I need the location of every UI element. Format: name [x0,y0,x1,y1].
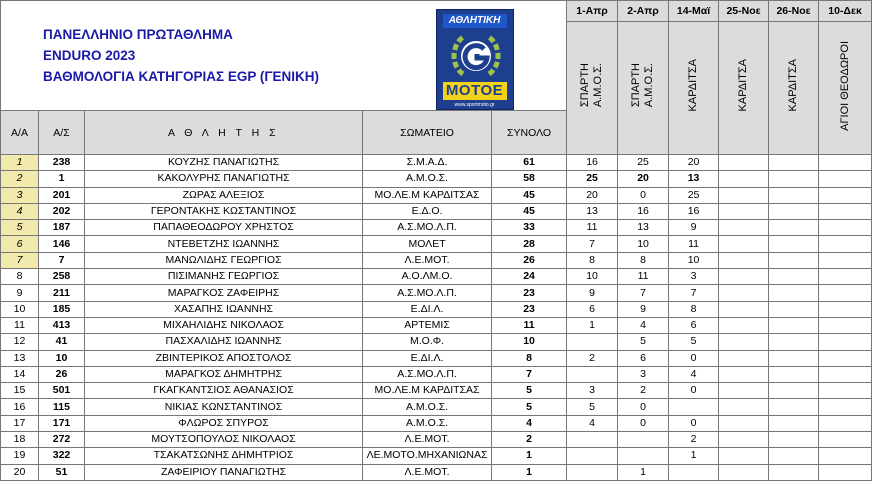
race-name: ΣΠΑΡΤΗ Α.Μ.Ο.Σ. [630,63,656,108]
date-header: 10-Δεκ [819,1,872,22]
race-points-cell [819,366,872,382]
race-points-cell: 0 [669,415,719,431]
race-points-cell [769,155,819,171]
athlete-cell: ΖΩΡΑΣ ΑΛΕΞΙΟΣ [85,187,363,203]
logo-top-text: ΑΘΛΗΤΙΚΗ [443,14,507,28]
race-points-cell [769,301,819,317]
table-row [1,236,872,252]
athlete-column-header: Α Θ Λ Η Τ Η Σ [85,111,363,155]
club-cell: Α.Σ.ΜΟ.Λ.Π. [363,220,492,236]
club-cell: Σ.Μ.Α.Δ. [363,155,492,171]
race-points-cell: 11 [669,236,719,252]
race-points-cell [819,285,872,301]
table-row [1,171,872,187]
race-points-cell: 0 [618,415,669,431]
rank-cell: 17 [1,415,39,431]
race-points-cell [819,334,872,350]
race-points-cell: 9 [567,285,618,301]
race-points-cell: 4 [567,415,618,431]
athlete-cell: ΠΑΣΧΑΛΙΔΗΣ ΙΩΑΝΝΗΣ [85,334,363,350]
race-points-cell: 20 [618,171,669,187]
race-points-cell [769,415,819,431]
race-points-cell [719,187,769,203]
athlete-cell: ΜΑΝΩΛΙΔΗΣ ΓΕΩΡΓΙΟΣ [85,252,363,268]
race-points-cell: 25 [567,171,618,187]
race-points-cell [819,252,872,268]
total-cell: 61 [492,155,567,171]
number-cell: 258 [39,269,85,285]
athlete-cell: ΚΑΚΟΛΥΡΗΣ ΠΑΝΑΓΙΩΤΗΣ [85,171,363,187]
race-header [769,22,819,155]
race-points-cell [769,448,819,464]
date-header: 25-Νοε [719,1,769,22]
race-points-cell: 3 [618,366,669,382]
rank-cell: 5 [1,220,39,236]
race-points-cell: 13 [567,203,618,219]
race-points-cell: 13 [669,171,719,187]
rank-cell: 4 [1,203,39,219]
race-points-cell [669,399,719,415]
race-points-cell [719,155,769,171]
athlete-cell: ΜΑΡΑΓΚΟΣ ΖΑΦΕΙΡΗΣ [85,285,363,301]
race-points-cell: 16 [618,203,669,219]
race-points-cell [719,171,769,187]
race-points-cell: 2 [618,383,669,399]
rank-cell: 19 [1,448,39,464]
race-name: ΚΑΡΔΙΤΣΑ [687,59,700,112]
rank-cell: 2 [1,171,39,187]
race-points-cell [567,334,618,350]
table-row [1,334,872,350]
logo-url-text: www.sportmoto.gr [454,102,495,108]
total-cell: 1 [492,464,567,480]
race-points-cell [819,269,872,285]
total-cell: 33 [492,220,567,236]
number-cell: 115 [39,399,85,415]
race-points-cell [769,220,819,236]
athlete-cell: ΧΑΣΑΠΗΣ ΙΩΑΝΝΗΣ [85,301,363,317]
race-name: ΚΑΡΔΙΤΣΑ [737,59,750,112]
rank-cell: 15 [1,383,39,399]
race-points-cell: 13 [618,220,669,236]
race-points-cell: 25 [618,155,669,171]
race-points-cell [769,285,819,301]
table-row [1,464,872,480]
race-header [669,22,719,155]
number-cell: 322 [39,448,85,464]
rank-cell: 14 [1,366,39,382]
total-cell: 8 [492,350,567,366]
number-cell: 501 [39,383,85,399]
race-points-cell [819,350,872,366]
race-points-cell: 1 [618,464,669,480]
race-points-cell: 16 [669,203,719,219]
race-points-cell: 5 [669,334,719,350]
race-points-cell: 11 [567,220,618,236]
athlete-cell: ΖΑΦΕΙΡΙΟΥ ΠΑΝΑΓΙΩΤΗΣ [85,464,363,480]
total-cell: 4 [492,415,567,431]
race-points-cell: 3 [567,383,618,399]
race-points-cell [719,236,769,252]
race-points-cell [819,464,872,480]
race-points-cell [769,350,819,366]
rank-cell: 11 [1,317,39,333]
date-header: 26-Νοε [769,1,819,22]
race-header [819,22,872,155]
table-row [1,301,872,317]
race-points-cell [769,383,819,399]
race-points-cell: 20 [567,187,618,203]
race-points-cell: 10 [669,252,719,268]
total-cell: 11 [492,317,567,333]
total-cell: 26 [492,252,567,268]
rank-cell: 10 [1,301,39,317]
laurel-wreath-icon [449,32,503,80]
race-points-cell: 7 [669,285,719,301]
table-row [1,187,872,203]
club-cell: Μ.Ο.Φ. [363,334,492,350]
athlete-cell: ΜΑΡΑΓΚΟΣ ΔΗΜΗΤΡΗΣ [85,366,363,382]
race-points-cell: 10 [567,269,618,285]
number-cell: 171 [39,415,85,431]
race-points-cell [769,203,819,219]
race-points-cell [719,448,769,464]
rank-cell: 16 [1,399,39,415]
title-line-2: ENDURO 2023 [43,48,136,63]
athlete-cell: ΚΟΥΖΗΣ ΠΑΝΑΓΙΩΤΗΣ [85,155,363,171]
table-row [1,317,872,333]
number-cell: 51 [39,464,85,480]
number-cell: 187 [39,220,85,236]
race-points-cell [719,350,769,366]
race-points-cell: 9 [618,301,669,317]
race-points-cell [567,448,618,464]
race-points-cell [719,399,769,415]
race-points-cell: 16 [567,155,618,171]
race-points-cell [719,415,769,431]
race-header [719,22,769,155]
race-points-cell [719,464,769,480]
race-points-cell [719,285,769,301]
number-cell: 413 [39,317,85,333]
race-points-cell: 4 [669,366,719,382]
race-points-cell: 6 [669,317,719,333]
table-row [1,432,872,448]
race-points-cell [719,220,769,236]
club-cell: Λ.Ε.ΜΟΤ. [363,432,492,448]
race-points-cell [769,317,819,333]
athlete-cell: ΝΤΕΒΕΤΖΗΣ ΙΩΑΝΝΗΣ [85,236,363,252]
athlete-cell: ΓΕΡΟΝΤΑΚΗΣ ΚΩΣΤΑΝΤΙΝΟΣ [85,203,363,219]
race-header [567,22,618,155]
race-points-cell [769,171,819,187]
race-header [618,22,669,155]
race-points-cell [819,220,872,236]
rank-column-header: Α/Α [1,111,39,155]
race-points-cell [669,464,719,480]
table-row [1,415,872,431]
race-points-cell [618,448,669,464]
race-points-cell [719,252,769,268]
athlete-cell: ΠΙΣΙΜΑΝΗΣ ΓΕΩΡΓΙΟΣ [85,269,363,285]
number-cell: 41 [39,334,85,350]
race-points-cell: 0 [618,399,669,415]
race-points-cell [819,383,872,399]
rank-cell: 3 [1,187,39,203]
race-points-cell [719,203,769,219]
rank-cell: 6 [1,236,39,252]
club-cell: ΜΟ.ΛΕ.Μ ΚΑΡΔΙΤΣΑΣ [363,383,492,399]
table-row [1,203,872,219]
race-points-cell [819,399,872,415]
race-points-cell: 0 [669,383,719,399]
race-points-cell: 0 [669,350,719,366]
rank-cell: 8 [1,269,39,285]
race-points-cell [719,432,769,448]
race-points-cell: 8 [567,252,618,268]
race-points-cell [719,366,769,382]
race-points-cell [819,317,872,333]
race-points-cell [719,334,769,350]
rank-cell: 12 [1,334,39,350]
table-row [1,285,872,301]
race-points-cell [567,432,618,448]
race-points-cell [769,252,819,268]
race-points-cell: 1 [567,317,618,333]
race-points-cell [769,236,819,252]
race-name: ΑΓΙΟΙ ΘΕΟΔΩΡΟΙ [838,40,851,131]
club-cell: Ε.Δ.Ο. [363,203,492,219]
race-points-cell [719,383,769,399]
logo-cell [363,1,567,111]
race-points-cell [567,464,618,480]
race-points-cell [819,203,872,219]
number-column-header: Α/Σ [39,111,85,155]
table-row [1,155,872,171]
athlete-cell: ΠΑΠΑΘΕΟΔΩΡΟΥ ΧΡΗΣΤΟΣ [85,220,363,236]
race-points-cell: 20 [669,155,719,171]
athlete-cell: ΤΣΑΚΑΤΣΩΝΗΣ ΔΗΜΗΤΡΙΟΣ [85,448,363,464]
athlitiki-moto-logo [436,9,514,110]
race-points-cell [769,334,819,350]
number-cell: 238 [39,155,85,171]
race-points-cell [819,187,872,203]
race-points-cell [769,399,819,415]
total-cell: 10 [492,334,567,350]
number-cell: 1 [39,171,85,187]
club-cell: ΛΕ.ΜΟΤΟ.ΜΗΧΑΝΙΩΝΑΣ [363,448,492,464]
athlete-cell: ΓΚΑΓΚΑΝΤΣΙΟΣ ΑΘΑΝΑΣΙΟΣ [85,383,363,399]
rank-cell: 9 [1,285,39,301]
race-points-cell: 2 [567,350,618,366]
club-cell: Α.Μ.Ο.Σ. [363,415,492,431]
race-points-cell [819,448,872,464]
total-cell: 1 [492,448,567,464]
number-cell: 185 [39,301,85,317]
total-cell: 23 [492,301,567,317]
race-points-cell: 6 [567,301,618,317]
number-cell: 7 [39,252,85,268]
number-cell: 201 [39,187,85,203]
rank-cell: 18 [1,432,39,448]
race-points-cell: 2 [669,432,719,448]
race-points-cell: 10 [618,236,669,252]
race-points-cell [719,301,769,317]
table-row [1,350,872,366]
race-points-cell: 7 [618,285,669,301]
number-cell: 146 [39,236,85,252]
race-points-cell [819,301,872,317]
race-points-cell [819,432,872,448]
rank-cell: 20 [1,464,39,480]
race-points-cell [719,317,769,333]
club-cell: Α.Μ.Ο.Σ. [363,171,492,187]
rank-cell: 7 [1,252,39,268]
club-cell: Λ.Ε.ΜΟΤ. [363,464,492,480]
athlete-cell: ΖΒΙΝΤΕΡΙΚΟΣ ΑΠΟΣΤΟΛΟΣ [85,350,363,366]
race-points-cell: 25 [669,187,719,203]
date-header: 2-Απρ [618,1,669,22]
club-cell: ΜΟΛΕΤ [363,236,492,252]
athlete-cell: ΜΟΥΤΣΟΠΟΥΛΟΣ ΝΙΚΟΛΑΟΣ [85,432,363,448]
number-cell: 272 [39,432,85,448]
club-cell: ΜΟ.ΛΕ.Μ ΚΑΡΔΙΤΣΑΣ [363,187,492,203]
club-cell: Α.Ο.ΛΜ.Ο. [363,269,492,285]
number-cell: 26 [39,366,85,382]
race-points-cell [719,269,769,285]
table-row [1,366,872,382]
race-points-cell [819,155,872,171]
table-row [1,252,872,268]
total-cell: 28 [492,236,567,252]
race-points-cell: 11 [618,269,669,285]
total-cell: 5 [492,399,567,415]
total-cell: 7 [492,366,567,382]
total-cell: 45 [492,187,567,203]
race-points-cell [769,464,819,480]
total-cell: 24 [492,269,567,285]
athlete-cell: ΦΛΩΡΟΣ ΣΠΥΡΟΣ [85,415,363,431]
total-cell: 58 [492,171,567,187]
club-cell: Α.Μ.Ο.Σ. [363,399,492,415]
race-points-cell [769,366,819,382]
table-row [1,399,872,415]
date-header: 14-Μαϊ [669,1,719,22]
race-points-cell: 0 [618,187,669,203]
total-column-header: ΣΥΝΟΛΟ [492,111,567,155]
club-cell: ΑΡΤΕΜΙΣ [363,317,492,333]
race-points-cell [819,236,872,252]
number-cell: 202 [39,203,85,219]
total-cell: 2 [492,432,567,448]
race-points-cell [618,432,669,448]
race-points-cell: 8 [618,252,669,268]
rank-cell: 1 [1,155,39,171]
date-header: 1-Απρ [567,1,618,22]
title-block [1,1,363,111]
logo-bottom-text: MOTOE [443,82,507,100]
club-column-header: ΣΩΜΑΤΕΙΟ [363,111,492,155]
race-points-cell [819,415,872,431]
club-cell: Α.Σ.ΜΟ.Λ.Π. [363,366,492,382]
number-cell: 211 [39,285,85,301]
table-row [1,383,872,399]
race-points-cell: 6 [618,350,669,366]
total-cell: 45 [492,203,567,219]
title-line-3: ΒΑΘΜΟΛΟΓΙΑ ΚΑΤΗΓΟΡΙΑΣ EGP (ΓΕΝΙΚΗ) [43,69,319,84]
athlete-cell: ΜΙΧΑΗΛΙΔΗΣ ΝΙΚΟΛΑΟΣ [85,317,363,333]
race-points-cell [769,269,819,285]
title-line-1: ΠΑΝΕΛΛΗΝΙΟ ΠΡΩΤΑΘΛΗΜΑ [43,27,233,42]
standings-rows [1,155,872,481]
race-points-cell [769,187,819,203]
race-points-cell: 8 [669,301,719,317]
race-points-cell: 5 [567,399,618,415]
race-points-cell: 5 [618,334,669,350]
athlete-cell: ΝΙΚΙΑΣ ΚΩΝΣΤΑΝΤΙΝΟΣ [85,399,363,415]
table-row [1,220,872,236]
table-row [1,269,872,285]
race-name: ΣΠΑΡΤΗ Α.Μ.Ο.Σ. [579,63,605,108]
race-points-cell [769,432,819,448]
club-cell: Α.Σ.ΜΟ.Λ.Π. [363,285,492,301]
table-row [1,448,872,464]
race-points-cell: 3 [669,269,719,285]
rank-cell: 13 [1,350,39,366]
race-points-cell: 4 [618,317,669,333]
club-cell: Ε.ΔΙ.Λ. [363,350,492,366]
race-points-cell: 7 [567,236,618,252]
race-points-cell [819,171,872,187]
number-cell: 10 [39,350,85,366]
race-points-cell: 1 [669,448,719,464]
total-cell: 23 [492,285,567,301]
race-name: ΚΑΡΔΙΤΣΑ [787,59,800,112]
club-cell: Λ.Ε.ΜΟΤ. [363,252,492,268]
race-points-cell [567,366,618,382]
club-cell: Ε.ΔΙ.Λ. [363,301,492,317]
race-points-cell: 9 [669,220,719,236]
total-cell: 5 [492,383,567,399]
